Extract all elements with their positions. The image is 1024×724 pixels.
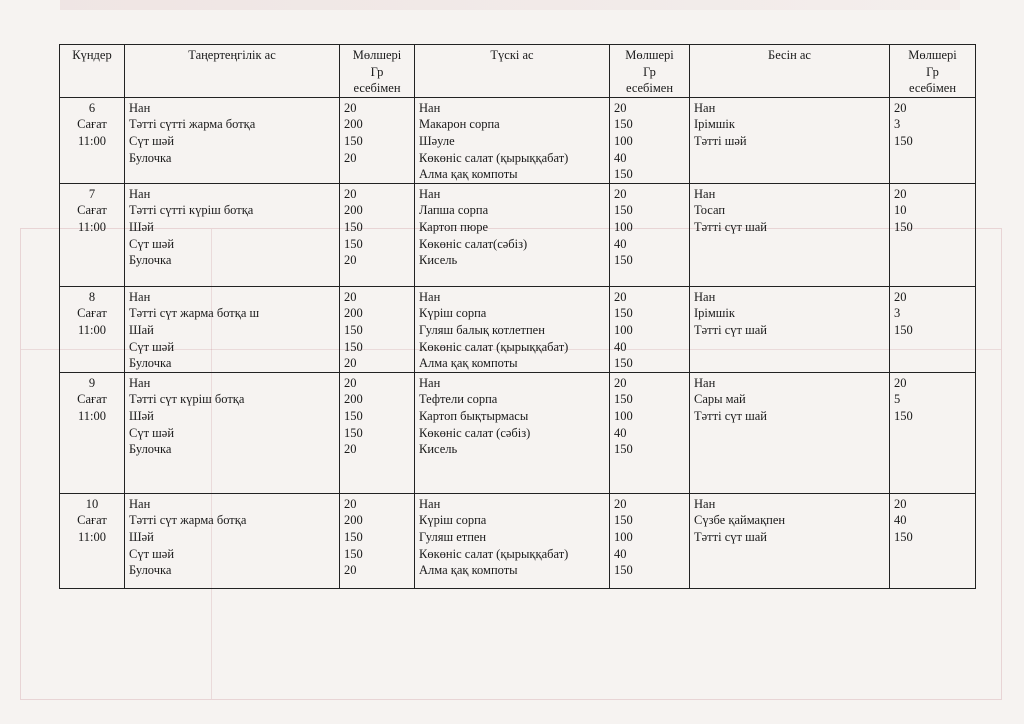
snack-item: Тәтті сүт шай (694, 408, 767, 423)
snack-item: Сары май (694, 392, 746, 407)
qty-value: 150 (614, 203, 633, 218)
qty-value: 20 (344, 496, 357, 511)
breakfast-item: Шай (129, 322, 154, 337)
day-label: Сағат (77, 306, 107, 321)
day-cell (60, 97, 125, 183)
snack-item: Нан (694, 100, 716, 115)
lunch-items (415, 372, 610, 493)
lunch-item: Көкөніс салат(сәбіз) (419, 236, 528, 251)
qty-value: 100 (614, 133, 633, 148)
lunch-qty (610, 286, 690, 372)
snack-items (690, 97, 890, 183)
breakfast-item: Нан (129, 375, 151, 390)
snack-qty (890, 372, 976, 493)
qty-value: 20 (614, 100, 627, 115)
breakfast-qty (340, 286, 415, 372)
day-cell (60, 372, 125, 493)
breakfast-items (125, 97, 340, 183)
breakfast-qty (340, 183, 415, 286)
qty-value: 20 (344, 563, 357, 578)
snack-item: Ірімшік (694, 117, 735, 132)
snack-items (690, 183, 890, 286)
qty-value: 40 (614, 236, 627, 251)
lunch-item: Көкөніс салат (қырыққабат) (419, 546, 569, 561)
breakfast-qty (340, 493, 415, 588)
breakfast-item: Булочка (129, 356, 172, 371)
table-row (60, 97, 976, 183)
breakfast-item: Нан (129, 100, 151, 115)
day-cell (60, 183, 125, 286)
day-day: 10 (85, 496, 99, 511)
breakfast-item: Сүт шәй (129, 425, 175, 440)
breakfast-item: Сүт шәй (129, 133, 175, 148)
day-label: Сағат (77, 203, 107, 218)
snack-qty (890, 286, 976, 372)
qty-value: 150 (894, 529, 913, 544)
qty-value: 20 (614, 289, 627, 304)
lunch-items (415, 183, 610, 286)
header-snack: Бесін ас (690, 45, 890, 98)
day-day: 7 (88, 186, 96, 201)
breakfast-item: Булочка (129, 442, 172, 457)
header-days: Күндер (60, 45, 125, 98)
lunch-qty (610, 97, 690, 183)
lunch-item: Лапша сорпа (419, 203, 489, 218)
qty-value: 20 (614, 375, 627, 390)
qty-line: Гр (643, 64, 656, 79)
qty-line: есебімен (353, 81, 401, 96)
snack-qty (890, 183, 976, 286)
qty-value: 5 (894, 392, 901, 407)
qty-value: 150 (614, 442, 633, 457)
breakfast-item: Нан (129, 186, 151, 201)
qty-value: 20 (344, 100, 357, 115)
day-label: Сағат (77, 117, 107, 132)
snack-items (690, 372, 890, 493)
lunch-item: Гуляш балық котлетпен (419, 322, 545, 337)
breakfast-qty (340, 372, 415, 493)
qty-value: 200 (344, 513, 363, 528)
qty-value: 150 (344, 236, 363, 251)
day-day: 9 (88, 375, 96, 390)
qty-value: 200 (344, 306, 363, 321)
qty-value: 200 (344, 392, 363, 407)
breakfast-item: Сүт шәй (129, 339, 175, 354)
lunch-item: Күріш сорпа (419, 513, 487, 528)
table-row (60, 183, 976, 286)
snack-item: Тәтті шәй (694, 133, 747, 148)
qty-value: 150 (894, 219, 913, 234)
breakfast-item: Булочка (129, 563, 172, 578)
snack-item: Тосап (694, 203, 726, 218)
lunch-item: Алма қақ компоты (419, 563, 518, 578)
qty-value: 150 (894, 408, 913, 423)
breakfast-items (125, 372, 340, 493)
qty-value: 3 (894, 306, 901, 321)
breakfast-item: Шәй (129, 219, 154, 234)
day-time: 11:00 (77, 529, 106, 544)
qty-value: 40 (614, 425, 627, 440)
day-day: 8 (88, 289, 96, 304)
qty-value: 20 (344, 150, 357, 165)
day-time: 11:00 (77, 408, 106, 423)
qty-value: 150 (344, 425, 363, 440)
snack-item: Ірімшік (694, 306, 735, 321)
qty-value: 20 (894, 496, 907, 511)
lunch-item: Нан (419, 375, 441, 390)
lunch-item: Макарон сорпа (419, 117, 500, 132)
header-breakfast: Таңертеңгілік ас (125, 45, 340, 98)
qty-line: Гр (370, 64, 384, 79)
qty-line: есебімен (908, 81, 957, 96)
table-row (60, 286, 976, 372)
snack-item: Тәтті сүт шай (694, 219, 767, 234)
qty-line: есебімен (625, 81, 674, 96)
lunch-item: Кисель (419, 253, 458, 268)
qty-value: 150 (344, 219, 363, 234)
lunch-item: Шәуле (419, 133, 455, 148)
qty-value: 100 (614, 408, 633, 423)
qty-line: Мөлшері (352, 48, 402, 62)
breakfast-item: Тәтті сүт жарма ботқа (129, 513, 247, 528)
lunch-item: Нан (419, 100, 441, 115)
qty-value: 150 (344, 133, 363, 148)
qty-value: 200 (344, 203, 363, 218)
qty-value: 150 (344, 529, 363, 544)
qty-value: 10 (894, 203, 907, 218)
lunch-item: Нан (419, 186, 441, 201)
lunch-item: Күріш сорпа (419, 306, 487, 321)
qty-line: Гр (926, 64, 939, 79)
qty-value: 150 (344, 546, 363, 561)
qty-value: 150 (614, 306, 633, 321)
breakfast-items (125, 493, 340, 588)
day-cell (60, 493, 125, 588)
day-cell (60, 286, 125, 372)
qty-value: 150 (344, 339, 363, 354)
qty-line: Мөлшері (625, 48, 674, 62)
breakfast-item: Сүт шәй (129, 236, 175, 251)
table-row (60, 493, 976, 588)
breakfast-item: Тәтті сүтті жарма ботқа (129, 117, 256, 132)
qty-value: 20 (344, 289, 357, 304)
qty-value: 150 (614, 253, 633, 268)
lunch-item: Картоп пюре (419, 219, 488, 234)
qty-value: 40 (614, 339, 627, 354)
snack-item: Нан (694, 375, 716, 390)
qty-value: 100 (614, 219, 633, 234)
header-lunch: Түскі ас (415, 45, 610, 98)
lunch-items (415, 97, 610, 183)
breakfast-items (125, 286, 340, 372)
qty-value: 100 (614, 322, 633, 337)
qty-value: 150 (894, 133, 913, 148)
qty-value: 20 (344, 375, 357, 390)
lunch-qty (610, 183, 690, 286)
day-time: 11:00 (77, 322, 106, 337)
qty-value: 150 (614, 117, 633, 132)
header-lunch-qty (610, 45, 690, 98)
lunch-item: Көкөніс салат (қырыққабат) (419, 150, 569, 165)
breakfast-item: Тәтті сүтті күріш ботқа (129, 203, 254, 218)
qty-value: 20 (344, 442, 357, 457)
qty-value: 150 (614, 392, 633, 407)
lunch-item: Нан (419, 289, 441, 304)
day-day: 6 (88, 100, 96, 115)
table-row (60, 372, 976, 493)
snack-items (690, 493, 890, 588)
lunch-item: Тефтели сорпа (419, 392, 498, 407)
day-label: Сағат (77, 392, 107, 407)
day-time: 11:00 (77, 219, 106, 234)
qty-value: 20 (614, 186, 627, 201)
breakfast-item: Булочка (129, 253, 172, 268)
paper-edge (60, 0, 960, 10)
day-time: 11:00 (77, 133, 106, 148)
qty-value: 150 (344, 408, 363, 423)
qty-value: 20 (344, 186, 357, 201)
lunch-qty (610, 372, 690, 493)
snack-item: Тәтті сүт шай (694, 322, 767, 337)
lunch-item: Кисель (419, 442, 458, 457)
breakfast-item: Шәй (129, 529, 154, 544)
lunch-items (415, 286, 610, 372)
qty-value: 40 (614, 150, 627, 165)
breakfast-item: Сүт шәй (129, 546, 175, 561)
snack-item: Нан (694, 289, 716, 304)
qty-value: 150 (894, 322, 913, 337)
qty-value: 150 (614, 167, 633, 182)
menu-table (59, 44, 976, 589)
breakfast-item: Нан (129, 496, 151, 511)
lunch-item: Картоп бықтырмасы (419, 408, 529, 423)
lunch-item: Көкөніс салат (қырыққабат) (419, 339, 569, 354)
breakfast-qty (340, 97, 415, 183)
breakfast-item: Тәтті сүт жарма ботқа ш (129, 306, 260, 321)
qty-value: 100 (614, 529, 633, 544)
qty-value: 20 (894, 186, 907, 201)
lunch-item: Гуляш етпен (419, 529, 487, 544)
lunch-item: Алма қақ компоты (419, 167, 518, 182)
breakfast-item: Шәй (129, 408, 154, 423)
qty-value: 20 (894, 289, 907, 304)
lunch-qty (610, 493, 690, 588)
breakfast-item: Булочка (129, 150, 172, 165)
menu-body (60, 97, 976, 588)
qty-value: 20 (894, 100, 907, 115)
lunch-item: Алма қақ компоты (419, 356, 518, 371)
qty-value: 150 (614, 356, 633, 371)
snack-item: Тәтті сүт шай (694, 529, 767, 544)
header-row (60, 45, 976, 98)
snack-item: Сүзбе қаймақпен (694, 513, 786, 528)
snack-qty (890, 97, 976, 183)
qty-line: Мөлшері (908, 48, 957, 62)
qty-value: 150 (614, 563, 633, 578)
day-label: Сағат (77, 513, 107, 528)
qty-value: 200 (344, 117, 363, 132)
qty-value: 40 (894, 513, 907, 528)
qty-value: 20 (894, 375, 907, 390)
qty-value: 3 (894, 117, 901, 132)
lunch-items (415, 493, 610, 588)
snack-item: Нан (694, 186, 716, 201)
qty-value: 20 (344, 356, 357, 371)
qty-value: 150 (614, 513, 633, 528)
snack-items (690, 286, 890, 372)
breakfast-item: Нан (129, 289, 151, 304)
qty-value: 20 (344, 253, 357, 268)
snack-qty (890, 493, 976, 588)
lunch-item: Көкөніс салат (сәбіз) (419, 425, 531, 440)
header-breakfast-qty (340, 45, 415, 98)
breakfast-item: Тәтті сүт күріш ботқа (129, 392, 245, 407)
snack-item: Нан (694, 496, 716, 511)
qty-value: 20 (614, 496, 627, 511)
qty-value: 40 (614, 546, 627, 561)
breakfast-items (125, 183, 340, 286)
lunch-item: Нан (419, 496, 441, 511)
header-snack-qty (890, 45, 976, 98)
qty-value: 150 (344, 322, 363, 337)
